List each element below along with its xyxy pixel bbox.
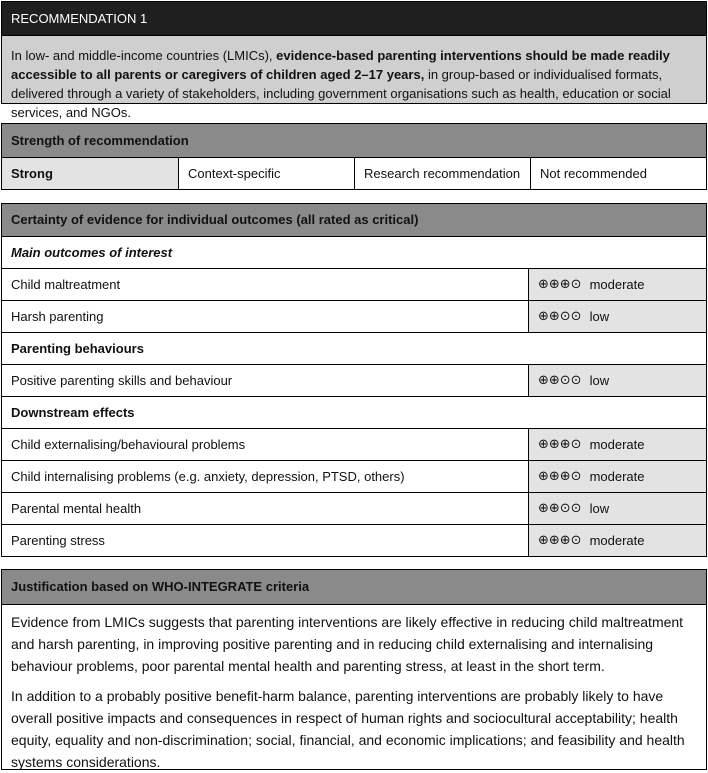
outcome-row — [1, 461, 707, 493]
certainty-label: moderate — [589, 437, 645, 452]
justification-paragraph-1: Evidence from LMICs suggests that parenting interventions are likely effective in reducing child maltreatment and harsh parenting, in improving positive parenting and in reducing child externalising and internalising behaviour problems, poor parental mental health and parenting stress, at least in the short term. — [11, 614, 684, 674]
justification-paragraph-2: In addition to a probably positive benefit-harm balance, parenting interventions are probably likely to have overall positive impacts and consequences in respect of human rights and sociocultural acceptability; health equity, equality and non-discrimination; social, financial, and economic implications; and feasibility and health systems considerations. — [11, 688, 685, 770]
parenting-behaviours-label: Parenting behaviours — [2, 333, 706, 364]
certainty-rating — [529, 525, 706, 556]
strength-option-research: Research recommendation — [355, 158, 531, 189]
recommendation-text-bold: evidence-based parenting interventions should be made readily accessible to all parents or caregivers of children aged 2–17 years, — [11, 48, 670, 82]
strength-option-context-specific: Context-specific — [179, 158, 355, 189]
downstream-effects-label-row — [1, 397, 707, 429]
main-outcomes-label: Main outcomes of interest — [2, 237, 706, 268]
outcome-row — [1, 365, 707, 397]
certainty-rating — [529, 365, 706, 396]
recommendation-text — [1, 36, 707, 120]
certainty-rating — [529, 461, 706, 492]
outcome-name: Child maltreatment — [2, 269, 529, 300]
certainty-section — [1, 203, 707, 557]
outcome-row — [1, 269, 707, 301]
certainty-symbols: ⊕⊕⊙⊙ — [538, 501, 582, 516]
certainty-rating — [529, 301, 706, 332]
certainty-symbols: ⊕⊕⊕⊙ — [538, 277, 582, 292]
outcome-name: Child internalising problems (e.g. anxiety, depression, PTSD, others) — [2, 461, 529, 492]
outcome-row — [1, 493, 707, 525]
parenting-behaviours-label-row — [1, 333, 707, 365]
certainty-label: moderate — [589, 533, 645, 548]
recommendation-section — [1, 1, 707, 120]
outcome-name: Positive parenting skills and behaviour — [2, 365, 529, 396]
recommendation-text-post: in group-based or individualised formats, delivered through a variety of stakeholders, including government organisations such as health, education or social services, and NGOs. — [11, 67, 671, 120]
outcome-row — [1, 429, 707, 461]
outcome-name: Harsh parenting — [2, 301, 529, 332]
certainty-label: low — [589, 309, 610, 324]
certainty-label: low — [589, 373, 610, 388]
certainty-symbols: ⊕⊕⊕⊙ — [538, 469, 582, 484]
outcome-name: Parenting stress — [2, 525, 529, 556]
strength-section — [1, 123, 707, 190]
outcome-name: Child externalising/behavioural problems — [2, 429, 529, 460]
certainty-symbols: ⊕⊕⊕⊙ — [538, 533, 582, 548]
recommendation-text-pre: In low- and middle-income countries (LMICs), — [11, 48, 277, 63]
outcome-row — [1, 301, 707, 333]
recommendation-header: RECOMMENDATION 1 — [1, 1, 707, 36]
certainty-symbols: ⊕⊕⊙⊙ — [538, 309, 582, 324]
certainty-label: moderate — [589, 469, 645, 484]
outcome-row — [1, 525, 707, 557]
certainty-rating — [529, 493, 706, 524]
strength-option-not-recommended: Not recommended — [531, 158, 706, 189]
justification-section — [1, 569, 707, 770]
certainty-label: low — [589, 501, 610, 516]
justification-body — [1, 605, 707, 770]
justification-header: Justification based on WHO-INTEGRATE criteria — [1, 569, 707, 605]
strength-options-row — [1, 158, 707, 190]
strength-option-strong: Strong — [2, 158, 179, 189]
main-outcomes-label-row — [1, 237, 707, 269]
certainty-symbols: ⊕⊕⊕⊙ — [538, 437, 582, 452]
certainty-symbols: ⊕⊕⊙⊙ — [538, 373, 582, 388]
certainty-rating — [529, 429, 706, 460]
certainty-header: Certainty of evidence for individual outcomes (all rated as critical) — [1, 203, 707, 237]
certainty-rating — [529, 269, 706, 300]
downstream-effects-label: Downstream effects — [2, 397, 706, 428]
outcome-name: Parental mental health — [2, 493, 529, 524]
strength-header: Strength of recommendation — [1, 123, 707, 158]
certainty-label: moderate — [589, 277, 645, 292]
